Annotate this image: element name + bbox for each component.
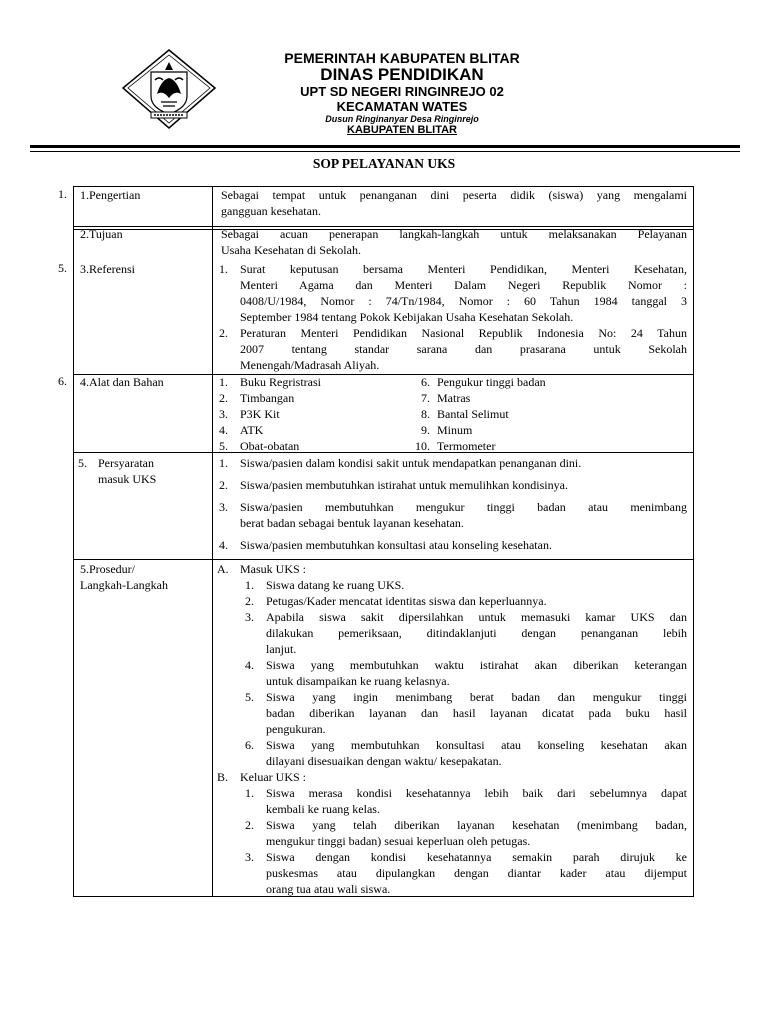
prosedur-line: dilakukan pemeriksaan, ditindaklanjuti dengan penanganan lebih bbox=[266, 626, 687, 640]
group-title-masuk: Masuk UKS : bbox=[240, 562, 307, 576]
row-label-prosedur: Langkah-Langkah bbox=[80, 578, 168, 592]
outer-number: 1. bbox=[58, 187, 67, 201]
letterhead-regency: KABUPATEN BLITAR bbox=[347, 124, 457, 136]
alat-item: ATK bbox=[240, 423, 264, 437]
list-number: 1. bbox=[219, 456, 228, 470]
list-number: 10. bbox=[415, 439, 430, 453]
prosedur-line: Petugas/Kader mencatat identitas siswa dan keperluannya. bbox=[266, 594, 547, 608]
persyaratan-line: berat badan sebagai bentuk layanan kesehatan. bbox=[240, 516, 464, 530]
referensi-line: Surat keputusan bersama Menteri Pendidikan, Menteri Kesehatan, bbox=[240, 262, 687, 276]
outer-number: 6. bbox=[58, 374, 67, 388]
prosedur-line: Siswa yang membutuhkan konsultasi atau konseling kesehatan akan bbox=[266, 738, 687, 752]
list-number: 1. bbox=[219, 375, 228, 389]
persyaratan-line: Siswa/pasien membutuhkan istirahat untuk memulihkan kondisinya. bbox=[240, 478, 568, 492]
list-number: 2. bbox=[245, 594, 254, 608]
list-number: 5. bbox=[78, 456, 87, 470]
letterhead-rule-thick bbox=[30, 145, 740, 148]
prosedur-line: Siswa dengan kondisi kesehatannya semakin parah dirujuk ke bbox=[266, 850, 687, 864]
persyaratan-line: Siswa/pasien membutuhkan konsultasi atau konseling kesehatan. bbox=[240, 538, 552, 552]
list-number: 4. bbox=[219, 538, 228, 552]
row-divider bbox=[74, 452, 693, 453]
list-number: 5. bbox=[245, 690, 254, 704]
prosedur-line: lanjut. bbox=[266, 642, 297, 656]
list-number: 1. bbox=[245, 786, 254, 800]
letterhead-department: DINAS PENDIDIKAN bbox=[320, 65, 484, 84]
prosedur-line: puskesmas atau dipulangkan dengan diantar kader atau dijemput bbox=[266, 866, 687, 880]
list-number: 8. bbox=[421, 407, 430, 421]
page-title: SOP PELAYANAN UKS bbox=[312, 156, 456, 171]
referensi-line: September 1984 tentang Pokok Kebijakan Usaha Kesehatan Sekolah. bbox=[240, 310, 574, 324]
prosedur-line: Apabila siswa sakit dipersilahkan untuk memasuki kamar UKS dan bbox=[266, 610, 687, 624]
list-number: 3. bbox=[219, 407, 228, 421]
alat-item: Matras bbox=[437, 391, 471, 405]
row-label-persyaratan: Persyaratan bbox=[98, 456, 154, 470]
list-number: 6. bbox=[245, 738, 254, 752]
row-label-pengertian: 1.Pengertian bbox=[80, 188, 141, 202]
tujuan-line: Sebagai acuan penerapan langkah-langkah untuk melaksanakan Pelayanan bbox=[221, 227, 687, 241]
group-letter: A. bbox=[217, 562, 229, 576]
prosedur-line: Siswa merasa kondisi kesehatannya lebih baik dari sebelumnya dapat bbox=[266, 786, 687, 800]
letterhead-rule-thin bbox=[30, 151, 740, 152]
letterhead-district: KECAMATAN WATES bbox=[336, 99, 468, 114]
list-number: 2. bbox=[245, 818, 254, 832]
list-number: 3. bbox=[245, 850, 254, 864]
row-divider bbox=[74, 374, 693, 375]
alat-item: Obat-obatan bbox=[240, 439, 300, 453]
alat-item: Timbangan bbox=[240, 391, 295, 405]
persyaratan-line: Siswa/pasien membutuhkan mengukur tinggi badan atau menimbang bbox=[240, 500, 687, 514]
prosedur-line: mengukur tinggi badan) sesuai keperluan oleh petugas. bbox=[266, 834, 531, 848]
list-number: 2. bbox=[219, 326, 228, 340]
list-number: 5. bbox=[219, 439, 228, 453]
referensi-line: 0408/U/1984, Nomor : 74/Tn/1984, Nomor : 60 Tahun 1984 tanggal 3 bbox=[240, 294, 687, 308]
group-title-keluar: Keluar UKS : bbox=[240, 770, 306, 784]
pengertian-line: Sebagai tempat untuk penanganan dini peserta didik (siswa) yang mengalami bbox=[221, 188, 687, 202]
column-divider bbox=[212, 187, 213, 896]
outer-number: 5. bbox=[58, 261, 67, 275]
list-number: 1. bbox=[245, 578, 254, 592]
referensi-line: Peraturan Menteri Pendidikan Nasional Republik Indonesia No: 24 Tahun bbox=[240, 326, 687, 340]
tujuan-line: Usaha Kesehatan di Sekolah. bbox=[221, 243, 361, 257]
row-divider bbox=[74, 559, 693, 560]
prosedur-line: Siswa yang membutuhkan waktu istirahat akan diberikan keterangan bbox=[266, 658, 687, 672]
letterhead-school: UPT SD NEGERI RINGINREJO 02 bbox=[300, 84, 504, 99]
alat-item: P3K Kit bbox=[240, 407, 280, 421]
letterhead-address: Dusun Ringinanyar Desa Ringinrejo bbox=[325, 114, 479, 124]
list-number: 7. bbox=[421, 391, 430, 405]
blitar-crest-icon bbox=[121, 46, 217, 130]
alat-item: Buku Regristrasi bbox=[240, 375, 321, 389]
group-letter: B. bbox=[217, 770, 229, 784]
alat-item: Bantal Selimut bbox=[437, 407, 509, 421]
prosedur-line: kembali ke ruang kelas. bbox=[266, 802, 380, 816]
prosedur-line: dilayani disesuaikan dengan waktu/ kesepakatan. bbox=[266, 754, 502, 768]
list-number: 2. bbox=[219, 478, 228, 492]
sop-table bbox=[73, 186, 694, 897]
alat-item: Pengukur tinggi badan bbox=[437, 375, 546, 389]
prosedur-line: Siswa yang ingin menimbang berat badan dan mengukur tinggi bbox=[266, 690, 687, 704]
row-label-prosedur: 5.Prosedur/ bbox=[80, 562, 135, 576]
row-label-referensi: 3.Referensi bbox=[80, 262, 135, 276]
referensi-line: 2007 tentang standar sarana dan prasarana untuk Sekolah bbox=[240, 342, 687, 356]
list-number: 1. bbox=[219, 262, 228, 276]
alat-item: Termometer bbox=[437, 439, 496, 453]
row-label-persyaratan: masuk UKS bbox=[98, 472, 157, 486]
referensi-line: Menteri Agama dan Menteri Dalam Negeri Republik Nomor : bbox=[240, 278, 687, 292]
prosedur-line: badan diberikan layanan dan hasil layanan dicatat pada buku hasil bbox=[266, 706, 687, 720]
list-number: 3. bbox=[245, 610, 254, 624]
list-number: 9. bbox=[421, 423, 430, 437]
prosedur-line: orang tua atau wali siswa. bbox=[266, 882, 391, 896]
row-label-alat: 4.Alat dan Bahan bbox=[80, 375, 164, 389]
referensi-line: Menengah/Madrasah Aliyah. bbox=[240, 358, 380, 372]
row-label-tujuan: 2.Tujuan bbox=[80, 227, 123, 241]
persyaratan-line: Siswa/pasien dalam kondisi sakit untuk mendapatkan penanganan dini. bbox=[240, 456, 582, 470]
prosedur-line: pengukuran. bbox=[266, 722, 326, 736]
prosedur-line: Siswa datang ke ruang UKS. bbox=[266, 578, 405, 592]
letterhead-government: PEMERINTAH KABUPATEN BLITAR bbox=[284, 50, 520, 66]
pengertian-line: gangguan kesehatan. bbox=[221, 204, 321, 218]
list-number: 4. bbox=[219, 423, 228, 437]
list-number: 6. bbox=[421, 375, 430, 389]
alat-item: Minum bbox=[437, 423, 473, 437]
prosedur-line: Siswa yang telah diberikan layanan kesehatan (menimbang badan, bbox=[266, 818, 687, 832]
list-number: 3. bbox=[219, 500, 228, 514]
prosedur-line: untuk disampaikan ke ruang kelasnya. bbox=[266, 674, 450, 688]
list-number: 2. bbox=[219, 391, 228, 405]
list-number: 4. bbox=[245, 658, 254, 672]
